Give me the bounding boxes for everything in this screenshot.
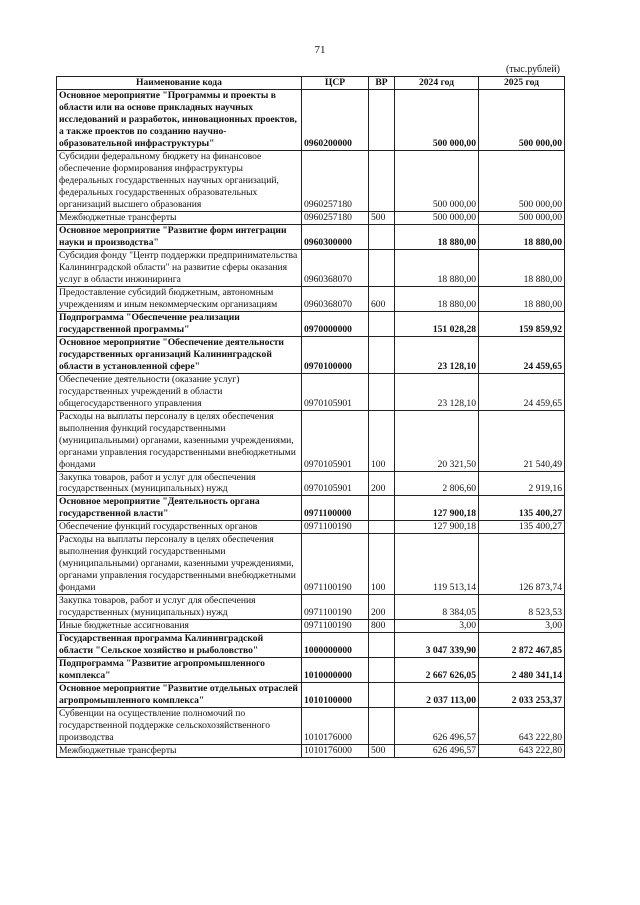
cell-2025: 21 540,49 — [479, 410, 565, 471]
cell-2024: 2 667 626,05 — [395, 658, 479, 683]
cell-csr: 0960257180 — [302, 211, 369, 224]
cell-2024: 2 037 113,00 — [395, 683, 479, 708]
cell-2025: 2 919,16 — [479, 471, 565, 496]
cell-name: Расходы на выплаты персоналу в целях обеспечения выполнения функций государственными (муниципальными) органами, казенными учреждениями, органами управления государственными внебюджетными фондами — [57, 410, 302, 471]
cell-vr — [369, 150, 395, 211]
cell-csr: 1010176000 — [302, 708, 369, 745]
table-row — [57, 633, 565, 658]
cell-vr: 500 — [369, 745, 395, 758]
cell-2025: 500 000,00 — [479, 150, 565, 211]
cell-2024: 8 384,05 — [395, 595, 479, 620]
cell-name: Межбюджетные трансферты — [57, 211, 302, 224]
table-row — [57, 336, 565, 373]
cell-csr: 0960257180 — [302, 150, 369, 211]
table-row — [57, 373, 565, 410]
cell-2024: 500 000,00 — [395, 211, 479, 224]
cell-csr: 0971100000 — [302, 496, 369, 521]
cell-csr: 0971100190 — [302, 521, 369, 534]
unit-note: (тыс.рублей) — [505, 64, 560, 75]
cell-csr: 0960368070 — [302, 249, 369, 286]
cell-2025: 643 222,80 — [479, 708, 565, 745]
cell-2025: 24 459,65 — [479, 373, 565, 410]
cell-csr: 0970105901 — [302, 471, 369, 496]
cell-name: Субсидия фонду "Центр поддержки предпринимательства Калининградской области" на развитие сферы оказания услуг в области инжиниринга — [57, 249, 302, 286]
cell-2024: 151 028,28 — [395, 311, 479, 336]
cell-name: Расходы на выплаты персоналу в целях обеспечения выполнения функций государственными (муниципальными) органами, казенными учреждениями, органами управления государственными внебюджетными фондами — [57, 534, 302, 595]
table-row — [57, 249, 565, 286]
table-row — [57, 224, 565, 249]
cell-2025: 2 872 467,85 — [479, 633, 565, 658]
cell-name: Обеспечение функций государственных органов — [57, 521, 302, 534]
cell-2025: 18 880,00 — [479, 286, 565, 311]
cell-vr — [369, 496, 395, 521]
cell-csr: 0971100190 — [302, 534, 369, 595]
cell-2025: 159 859,92 — [479, 311, 565, 336]
cell-name: Основное мероприятие "Развитие форм интеграции науки и производства" — [57, 224, 302, 249]
header-2024: 2024 год — [395, 77, 479, 90]
cell-name: Подпрограмма "Обеспечение реализации государственной программы" — [57, 311, 302, 336]
table-header-row — [57, 77, 565, 90]
cell-2024: 23 128,10 — [395, 336, 479, 373]
cell-vr: 100 — [369, 534, 395, 595]
cell-csr: 1010000000 — [302, 658, 369, 683]
cell-2025: 8 523,53 — [479, 595, 565, 620]
cell-vr — [369, 224, 395, 249]
table-row — [57, 211, 565, 224]
cell-2024: 3 047 339,90 — [395, 633, 479, 658]
table-row — [57, 658, 565, 683]
budget-table — [56, 76, 565, 758]
cell-2024: 3,00 — [395, 620, 479, 633]
cell-2024: 626 496,57 — [395, 708, 479, 745]
cell-vr — [369, 311, 395, 336]
cell-vr: 800 — [369, 620, 395, 633]
table-row — [57, 745, 565, 758]
cell-vr: 200 — [369, 595, 395, 620]
page-number: 71 — [314, 44, 326, 56]
cell-2024: 119 513,14 — [395, 534, 479, 595]
cell-2025: 500 000,00 — [479, 211, 565, 224]
header-name: Наименование кода — [57, 77, 302, 90]
cell-2024: 127 900,18 — [395, 521, 479, 534]
cell-csr: 0971100190 — [302, 595, 369, 620]
table-row — [57, 89, 565, 150]
cell-2024: 500 000,00 — [395, 150, 479, 211]
table-body — [57, 89, 565, 757]
cell-name: Основное мероприятие "Деятельность органа государственной власти" — [57, 496, 302, 521]
header-csr: ЦСР — [302, 77, 369, 90]
cell-2025: 3,00 — [479, 620, 565, 633]
cell-2024: 500 000,00 — [395, 89, 479, 150]
cell-csr: 0970105901 — [302, 373, 369, 410]
cell-vr: 500 — [369, 211, 395, 224]
cell-csr: 0970100000 — [302, 336, 369, 373]
cell-csr: 1010100000 — [302, 683, 369, 708]
header-2025: 2025 год — [479, 77, 565, 90]
cell-name: Закупка товаров, работ и услуг для обеспечения государственных (муниципальных) нужд — [57, 595, 302, 620]
cell-csr: 0971100190 — [302, 620, 369, 633]
cell-2024: 2 806,60 — [395, 471, 479, 496]
table-row — [57, 496, 565, 521]
cell-vr: 100 — [369, 410, 395, 471]
table-row — [57, 410, 565, 471]
cell-csr: 0960300000 — [302, 224, 369, 249]
cell-vr: 200 — [369, 471, 395, 496]
cell-csr: 0970105901 — [302, 410, 369, 471]
cell-2025: 18 880,00 — [479, 224, 565, 249]
cell-2025: 18 880,00 — [479, 249, 565, 286]
cell-2025: 2 033 253,37 — [479, 683, 565, 708]
cell-name: Межбюджетные трансферты — [57, 745, 302, 758]
cell-vr — [369, 249, 395, 286]
cell-2024: 626 496,57 — [395, 745, 479, 758]
table-row — [57, 708, 565, 745]
table-row — [57, 534, 565, 595]
cell-2025: 135 400,27 — [479, 496, 565, 521]
cell-name: Подпрограмма "Развитие агропромышленного комплекса" — [57, 658, 302, 683]
cell-2025: 643 222,80 — [479, 745, 565, 758]
cell-vr — [369, 708, 395, 745]
table-row — [57, 521, 565, 534]
table-row — [57, 620, 565, 633]
cell-name: Государственная программа Калининградской области "Сельское хозяйство и рыболовство" — [57, 633, 302, 658]
table-row — [57, 286, 565, 311]
cell-2024: 18 880,00 — [395, 249, 479, 286]
cell-2025: 500 000,00 — [479, 89, 565, 150]
header-vr: ВР — [369, 77, 395, 90]
table-row — [57, 150, 565, 211]
cell-2024: 18 880,00 — [395, 286, 479, 311]
cell-2024: 127 900,18 — [395, 496, 479, 521]
cell-2024: 23 128,10 — [395, 373, 479, 410]
cell-2025: 24 459,65 — [479, 336, 565, 373]
cell-csr: 0960368070 — [302, 286, 369, 311]
cell-vr — [369, 373, 395, 410]
cell-name: Основное мероприятие "Развитие отдельных отраслей агропромышленного комплекса" — [57, 683, 302, 708]
cell-name: Субсидии федеральному бюджету на финансовое обеспечение формирования инфраструктуры федеральных государственных научных организаций, федеральных государственных образовательных организаций высшего образования — [57, 150, 302, 211]
table-row — [57, 595, 565, 620]
cell-name: Иные бюджетные ассигнования — [57, 620, 302, 633]
cell-vr — [369, 633, 395, 658]
cell-2025: 2 480 341,14 — [479, 658, 565, 683]
cell-vr: 600 — [369, 286, 395, 311]
cell-name: Субвенции на осуществление полномочий по государственной поддержке сельскохозяйственного производства — [57, 708, 302, 745]
table-row — [57, 683, 565, 708]
cell-csr: 1010176000 — [302, 745, 369, 758]
cell-csr: 1000000000 — [302, 633, 369, 658]
cell-2025: 126 873,74 — [479, 534, 565, 595]
cell-name: Обеспечение деятельности (оказание услуг) государственных учреждений в области общегосударственного управления — [57, 373, 302, 410]
cell-name: Основное мероприятие "Обеспечение деятельности государственных организаций Калининградской области в установленной сфере" — [57, 336, 302, 373]
table-row — [57, 471, 565, 496]
cell-2024: 20 321,50 — [395, 410, 479, 471]
cell-name: Основное мероприятие "Программы и проекты в области или на основе прикладных научных исследований и разработок, инновационных проектов, а также проектов по созданию научно-образовательной инфраструктуры" — [57, 89, 302, 150]
cell-vr — [369, 658, 395, 683]
cell-vr — [369, 683, 395, 708]
cell-vr — [369, 89, 395, 150]
table-row — [57, 311, 565, 336]
cell-2024: 18 880,00 — [395, 224, 479, 249]
cell-vr — [369, 336, 395, 373]
cell-name: Предоставление субсидий бюджетным, автономным учреждениям и иным некоммерческим организациям — [57, 286, 302, 311]
cell-name: Закупка товаров, работ и услуг для обеспечения государственных (муниципальных) нужд — [57, 471, 302, 496]
cell-2025: 135 400,27 — [479, 521, 565, 534]
cell-csr: 0970000000 — [302, 311, 369, 336]
cell-csr: 0960200000 — [302, 89, 369, 150]
cell-vr — [369, 521, 395, 534]
